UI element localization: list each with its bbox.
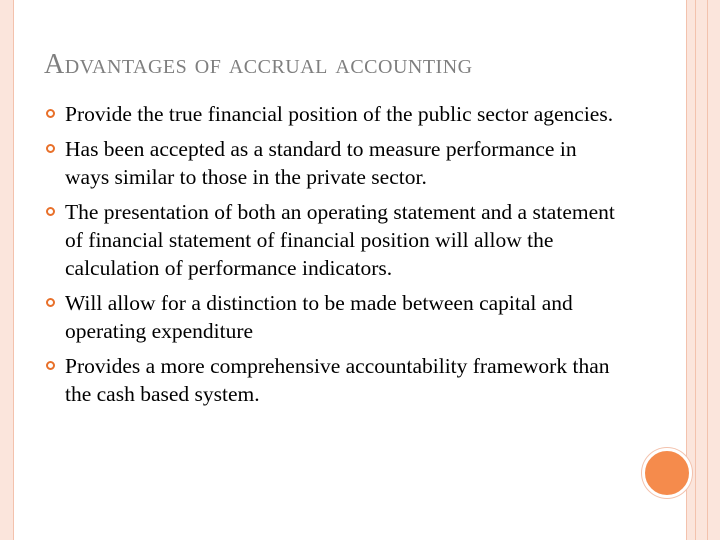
bullet-text: Has been accepted as a standard to measure performance in ways similar to those in the private sector.: [65, 137, 577, 189]
bullet-text: Provides a more comprehensive accountability framework than the cash based system.: [65, 354, 610, 406]
left-border-decoration: [0, 0, 14, 540]
orange-circle-icon: [642, 448, 692, 498]
bullet-icon: [46, 207, 55, 216]
bullet-item: [44, 352, 624, 408]
bullet-text: Will allow for a distinction to be made between capital and operating expenditure: [65, 291, 573, 343]
bullet-icon: [46, 361, 55, 370]
bullet-item: [44, 198, 624, 282]
bullet-list: [44, 100, 624, 415]
bullet-icon: [46, 298, 55, 307]
bullet-icon: [46, 109, 55, 118]
bullet-item: [44, 135, 624, 191]
slide-title: Advantages of accrual accounting: [44, 49, 473, 80]
bullet-item: [44, 289, 624, 345]
bullet-icon: [46, 144, 55, 153]
bullet-text: Provide the true financial position of the public sector agencies.: [65, 102, 614, 126]
bullet-item: [44, 100, 624, 128]
bullet-text: The presentation of both an operating statement and a statement of financial statement of financial position will allow the calculation of performance indicators.: [65, 200, 615, 280]
right-border-decoration: [686, 0, 720, 540]
